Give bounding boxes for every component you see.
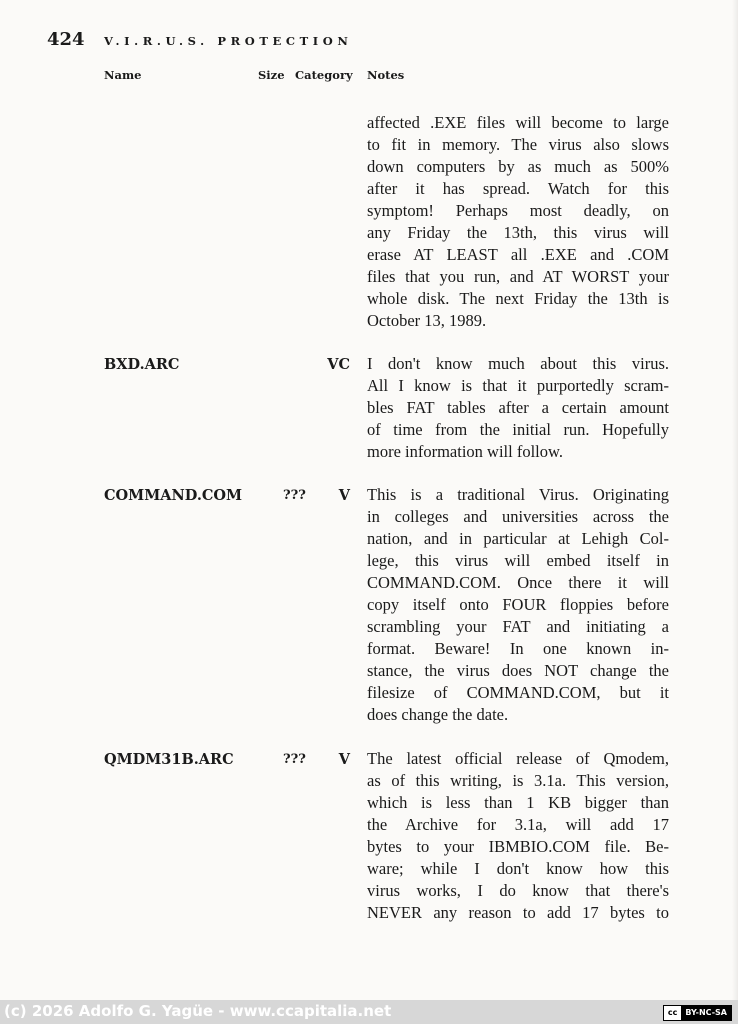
notes-line: October 13, 1989. [367, 311, 487, 330]
entry-category: VC [327, 356, 350, 373]
column-header-category: Category [295, 68, 353, 82]
column-header-size: Size [258, 68, 285, 82]
notes-line: symptom! Perhaps most deadly, on [367, 201, 669, 220]
entry-category: V [338, 751, 350, 768]
notes-line: any Friday the 13th, this virus will [367, 223, 669, 242]
notes-line: does change the date. [367, 705, 509, 724]
notes-line: virus works, I do know that there's [367, 881, 669, 900]
notes-line: stance, the virus does NOT change the [367, 661, 669, 680]
entry-notes [367, 748, 669, 924]
entry-category: V [338, 487, 350, 504]
entry-name: QMDM31B.ARC [104, 751, 234, 768]
notes-line: All I know is that it purportedly scram- [367, 376, 669, 395]
notes-line: lege, this virus will embed itself in [367, 551, 669, 570]
continued-notes [367, 112, 669, 332]
entry-notes [367, 353, 669, 463]
notes-line: whole disk. The next Friday the 13th is [367, 289, 669, 308]
entry-name: COMMAND.COM [104, 487, 243, 504]
notes-line: in colleges and universities across the [367, 507, 669, 526]
copyright-footer [0, 1000, 738, 1024]
notes-line: after it has spread. Watch for this [367, 179, 669, 198]
page-edge-shadow [732, 0, 738, 1000]
column-header-notes: Notes [367, 68, 405, 82]
notes-line: more information will follow. [367, 442, 563, 461]
notes-line: which is less than 1 KB bigger than [367, 793, 669, 812]
cc-logo-icon: cc [664, 1006, 681, 1020]
running-title: V.I.R.U.S. PROTECTION [104, 34, 353, 48]
notes-line: nation, and in particular at Lehigh Col- [367, 529, 669, 548]
notes-line: the Archive for 3.1a, will add 17 [367, 815, 669, 834]
notes-line: scrambling your FAT and initiating a [367, 617, 669, 636]
notes-line: COMMAND.COM. Once there it will [367, 573, 669, 592]
entry-size: ??? [283, 488, 306, 503]
notes-line: The latest official release of Qmodem, [367, 749, 669, 768]
notes-line: bles FAT tables after a certain amount [367, 398, 669, 417]
entry-name: BXD.ARC [104, 356, 180, 373]
notes-line: This is a traditional Virus. Originating [367, 485, 669, 504]
notes-line: of time from the initial run. Hopefully [367, 420, 669, 439]
notes-line: bytes to your IBMBIO.COM file. Be- [367, 837, 669, 856]
page-number: 424 [47, 29, 85, 50]
notes-line: down computers by as much as 500% [367, 157, 669, 176]
entry-notes [367, 484, 669, 726]
notes-line: copy itself onto FOUR floppies before [367, 595, 669, 614]
cc-license-badge [663, 1005, 732, 1021]
copyright-text: (c) 2026 Adolfo G. Yagüe - www.ccapitalia.net [4, 1002, 392, 1020]
notes-line: files that you run, and AT WORST your [367, 267, 669, 286]
notes-line: affected .EXE files will become to large [367, 113, 669, 132]
notes-line: to fit in memory. The virus also slows [367, 135, 669, 154]
license-terms: BY-NC-SA [685, 1008, 727, 1017]
notes-line: as of this writing, is 3.1a. This version, [367, 771, 669, 790]
notes-line: filesize of COMMAND.COM, but it [367, 683, 669, 702]
notes-line: ware; while I don't know how this [367, 859, 669, 878]
column-header-name: Name [104, 68, 142, 82]
notes-line: I don't know much about this virus. [367, 354, 669, 373]
notes-line: NEVER any reason to add 17 bytes to [367, 903, 669, 922]
notes-line: erase AT LEAST all .EXE and .COM [367, 245, 669, 264]
entry-size: ??? [283, 752, 306, 767]
notes-line: format. Beware! In one known in- [367, 639, 669, 658]
